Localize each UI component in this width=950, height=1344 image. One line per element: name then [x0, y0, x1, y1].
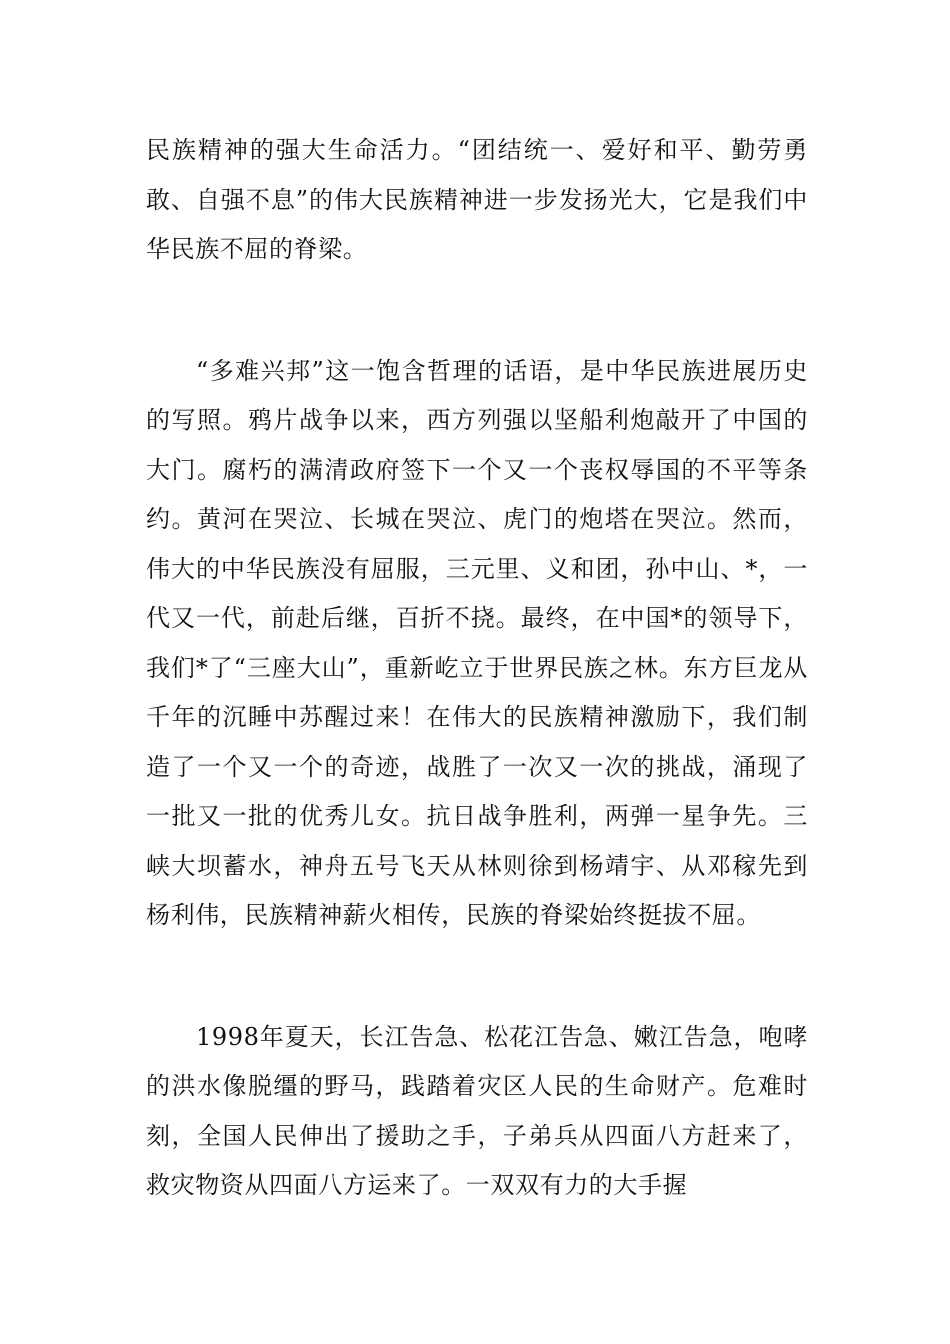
paragraph-spacer [146, 941, 808, 1013]
paragraph-2: “多难兴邦”这一饱含哲理的话语，是中华民族进展历史的写照。鸦片战争以来，西方列强以坚船利炮敲开了中国的大门。腐朽的满清政府签下一个又一个丧权辱国的不平等条约。黄河在哭泣、长城在哭泣、虎门的炮塔在哭泣。然而，伟大的中华民族没有屈服，三元里、义和团，孙中山、*，一代又一代，前赴后继，百折不挠。最终，在中国*的领导下，我们*了“三座大山”，重新屹立于世界民族之林。东方巨龙从千年的沉睡中苏醒过来！在伟大的民族精神激励下，我们制造了一个又一个的奇迹，战胜了一次又一次的挑战，涌现了一批又一批的优秀儿女。抗日战争胜利，两弹一星争先。三峡大坝蓄水，神舟五号飞天从林则徐到杨靖宇、从邓稼先到杨利伟，民族精神薪火相传，民族的脊梁始终挺拔不屈。 [146, 356, 808, 929]
paragraph-3: 1998年夏天，长江告急、松花江告急、嫩江告急，咆哮的洪水像脱缰的野马，践踏着灾区人民的生命财产。危难时刻，全国人民伸出了援助之手，子弟兵从四面八方赶来了，救灾物资从四面八方运来了。一双双有力的大手握 [146, 1022, 808, 1199]
paragraph-spacer [146, 275, 808, 347]
paragraph-1: 民族精神的强大生命活力。“团结统一、爱好和平、勤劳勇敢、自强不息”的伟大民族精神进一步发扬光大，它是我们中华民族不屈的脊梁。 [146, 136, 808, 263]
